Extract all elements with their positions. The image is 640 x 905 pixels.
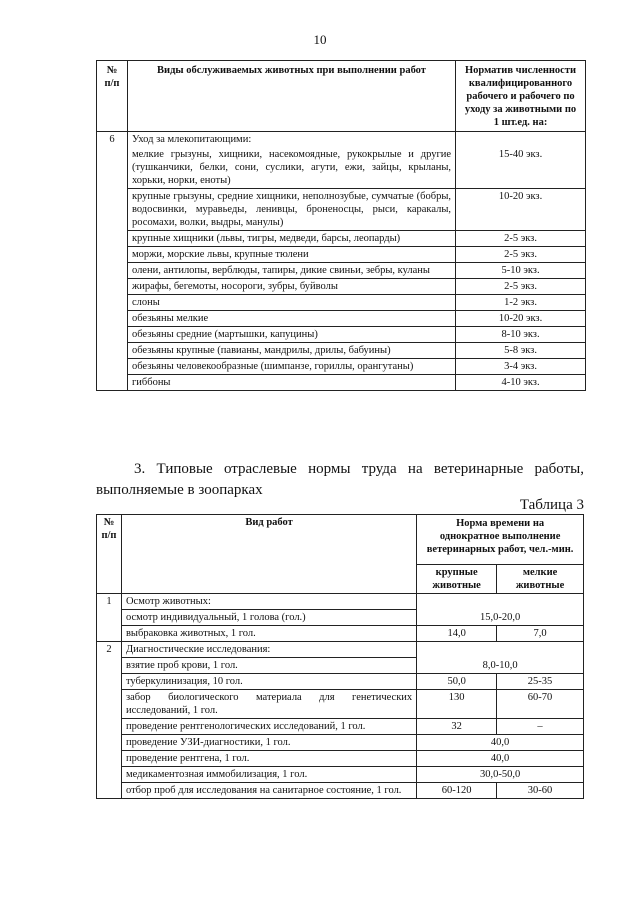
row-text: гиббоны bbox=[127, 375, 455, 391]
row-text: олени, антилопы, верблюды, тапиры, дикие свиньи, зебры, куланы bbox=[127, 263, 455, 279]
row-text: проведение УЗИ-диагностики, 1 гол. bbox=[121, 735, 416, 751]
row-value-large: 32 bbox=[417, 719, 497, 735]
row-text: крупные грызуны, средние хищники, неполнозубые, сумчатые (бобры, водосвинки, муравьеды, ленивцы, броненосцы, рыси, каракалы, росомахи, волки, выдры, манулы) bbox=[127, 189, 455, 231]
row-value: 2-5 экз. bbox=[456, 231, 586, 247]
row-value: 5-10 экз. bbox=[456, 263, 586, 279]
row-value-large: 130 bbox=[417, 690, 497, 719]
row-text: обезьяны крупные (павианы, мандрилы, дрилы, бабуины) bbox=[127, 343, 455, 359]
row-text: жирафы, бегемоты, носороги, зубры, буйволы bbox=[127, 279, 455, 295]
table-label: Таблица 3 bbox=[519, 497, 584, 513]
row-value-small: 7,0 bbox=[497, 626, 584, 642]
row-text: Диагностические исследования: bbox=[121, 642, 416, 658]
table-row bbox=[97, 359, 586, 375]
row-value-small: 30-60 bbox=[497, 783, 584, 799]
header-number: № п/п bbox=[97, 61, 128, 132]
group-number: 2 bbox=[97, 642, 122, 799]
row-text: моржи, морские львы, крупные тюлени bbox=[127, 247, 455, 263]
row-text: Уход за млекопитающими: bbox=[127, 132, 455, 148]
header-small-animals: мелкие животные bbox=[497, 565, 584, 594]
row-text: выбраковка животных, 1 гол. bbox=[121, 626, 416, 642]
table-header-row bbox=[97, 61, 586, 132]
row-value: 4-10 экз. bbox=[456, 375, 586, 391]
row-value-large: 60-120 bbox=[417, 783, 497, 799]
table-row bbox=[97, 147, 586, 189]
row-text: мелкие грызуны, хищники, насекомоядные, рукокрылые и другие (тушканчики, белки, сони, суслики, агути, ежи, зайцы, крыланы, хорьки, норки, еноты) bbox=[127, 147, 455, 189]
row-value-small: – bbox=[497, 719, 584, 735]
row-text: осмотр индивидуальный, 1 голова (гол.) bbox=[121, 610, 416, 626]
row-value: 8-10 экз. bbox=[456, 327, 586, 343]
table-row bbox=[97, 594, 584, 610]
table-row bbox=[97, 375, 586, 391]
row-text: слоны bbox=[127, 295, 455, 311]
header-time-norm: Норма времени на однократное выполнение ветеринарных работ, чел.-мин. bbox=[417, 515, 584, 565]
table-row bbox=[97, 767, 584, 783]
row-value: 15-40 экз. bbox=[456, 147, 586, 189]
header-work-kind: Вид работ bbox=[121, 515, 416, 594]
veterinary-norms-table bbox=[96, 514, 584, 799]
table-row bbox=[97, 674, 584, 690]
row-value-large: 14,0 bbox=[417, 626, 497, 642]
table-row bbox=[97, 690, 584, 719]
table-row bbox=[97, 231, 586, 247]
row-text: взятие проб крови, 1 гол. bbox=[121, 658, 416, 674]
row-value: 5-8 экз. bbox=[456, 343, 586, 359]
page-number: 10 bbox=[313, 32, 327, 47]
table-row bbox=[97, 642, 584, 658]
table-row bbox=[97, 189, 586, 231]
row-value-small: 25-35 bbox=[497, 674, 584, 690]
row-value: 2-5 экз. bbox=[456, 279, 586, 295]
table-row bbox=[97, 610, 584, 626]
table-row bbox=[97, 783, 584, 799]
table-header-row bbox=[97, 515, 584, 565]
table-row bbox=[97, 751, 584, 767]
row-value: 10-20 экз. bbox=[456, 311, 586, 327]
row-text: обезьяны человекообразные (шимпанзе, гориллы, орангутаны) bbox=[127, 359, 455, 375]
row-value-large: 50,0 bbox=[417, 674, 497, 690]
header-animal-kinds: Виды обслуживаемых животных при выполнении работ bbox=[127, 61, 455, 132]
table-row bbox=[97, 327, 586, 343]
table-row bbox=[97, 343, 586, 359]
row-value: 2-5 экз. bbox=[456, 247, 586, 263]
animals-staffing-table bbox=[96, 60, 586, 391]
row-value bbox=[456, 132, 586, 148]
section-title: 3. Типовые отраслевые нормы труда на ветеринарные работы, выполняемые в зоопарках bbox=[96, 461, 584, 498]
table-row bbox=[97, 626, 584, 642]
row-text: обезьяны средние (мартышки, капуцины) bbox=[127, 327, 455, 343]
row-value bbox=[417, 594, 584, 610]
row-text: отбор проб для исследования на санитарное состояние, 1 гол. bbox=[121, 783, 416, 799]
row-value: 40,0 bbox=[417, 751, 584, 767]
row-value: 10-20 экз. bbox=[456, 189, 586, 231]
table-row bbox=[97, 279, 586, 295]
row-value: 30,0-50,0 bbox=[417, 767, 584, 783]
row-value: 15,0-20,0 bbox=[417, 610, 584, 626]
table-row bbox=[97, 658, 584, 674]
row-value: 8,0-10,0 bbox=[417, 658, 584, 674]
row-text: проведение рентгена, 1 гол. bbox=[121, 751, 416, 767]
group-number: 1 bbox=[97, 594, 122, 642]
row-text: медикаментозная иммобилизация, 1 гол. bbox=[121, 767, 416, 783]
table-row bbox=[97, 735, 584, 751]
header-large-animals: крупные животные bbox=[417, 565, 497, 594]
row-text: забор биологического материала для генетических исследований, 1 гол. bbox=[121, 690, 416, 719]
row-value: 3-4 экз. bbox=[456, 359, 586, 375]
row-text: Осмотр животных: bbox=[121, 594, 416, 610]
header-number: № п/п bbox=[97, 515, 122, 594]
row-text: проведение рентгенологических исследований, 1 гол. bbox=[121, 719, 416, 735]
table-row bbox=[97, 132, 586, 148]
table-row bbox=[97, 719, 584, 735]
row-value: 1-2 экз. bbox=[456, 295, 586, 311]
table-row bbox=[97, 263, 586, 279]
group-number: 6 bbox=[97, 132, 128, 391]
table-row bbox=[97, 311, 586, 327]
row-value bbox=[417, 642, 584, 658]
row-value-small: 60-70 bbox=[497, 690, 584, 719]
row-text: обезьяны мелкие bbox=[127, 311, 455, 327]
row-value: 40,0 bbox=[417, 735, 584, 751]
row-text: крупные хищники (львы, тигры, медведи, барсы, леопарды) bbox=[127, 231, 455, 247]
header-norm: Норматив численности квалифицированного рабочего и рабочего по уходу за животными по 1 шт.ед. на: bbox=[456, 61, 586, 132]
row-text: туберкулинизация, 10 гол. bbox=[121, 674, 416, 690]
table-row bbox=[97, 247, 586, 263]
table-row bbox=[97, 295, 586, 311]
